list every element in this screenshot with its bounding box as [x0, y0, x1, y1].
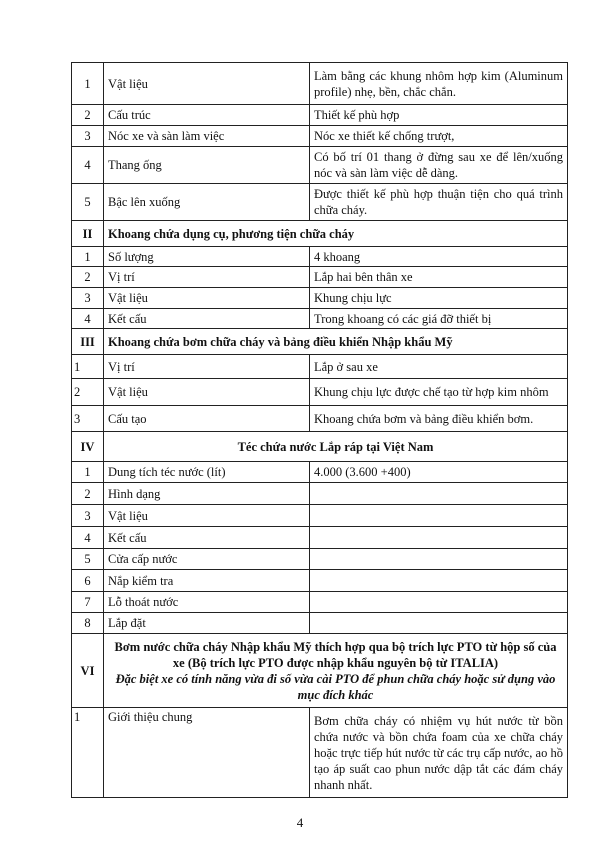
item-label: Lắp đặt: [104, 613, 310, 634]
item-label: Vật liệu: [104, 63, 310, 105]
item-label: Giới thiệu chung: [104, 708, 310, 798]
row-number: 3: [72, 126, 104, 147]
item-spec: Có bố trí 01 thang ở đừng sau xe để lên/xuống nóc và sàn làm việc dễ dàng.: [310, 147, 568, 184]
item-spec: [310, 527, 568, 549]
row-number: 1: [72, 462, 104, 483]
item-spec: [310, 483, 568, 505]
item-spec: Nóc xe thiết kế chống trượt,: [310, 126, 568, 147]
row-number: 3: [72, 288, 104, 309]
item-spec: 4.000 (3.600 +400): [310, 462, 568, 483]
row-number: 1: [72, 63, 104, 105]
table-row: [72, 63, 568, 105]
row-number: 3: [72, 505, 104, 527]
item-spec: [310, 570, 568, 592]
table-row: [72, 462, 568, 483]
table-row: [72, 267, 568, 288]
section-number: II: [72, 221, 104, 247]
row-number: 4: [72, 147, 104, 184]
row-number: 4: [72, 527, 104, 549]
section-header-row: [72, 432, 568, 462]
item-spec: Khung chịu lực được chế tạo từ hợp kim nhôm: [310, 379, 568, 406]
row-number: 5: [72, 184, 104, 221]
page-number: 4: [296, 815, 304, 830]
item-spec: [310, 613, 568, 634]
item-spec: 4 khoang: [310, 247, 568, 267]
spec-table: [71, 62, 568, 798]
item-label: Dung tích téc nước (lít): [104, 462, 310, 483]
table-row: [72, 527, 568, 549]
item-spec: Làm bằng các khung nhôm hợp kim (Aluminum profile) nhẹ, bền, chắc chắn.: [310, 63, 568, 105]
row-number: 2: [72, 105, 104, 126]
section-number: III: [72, 329, 104, 355]
item-label: Vị trí: [104, 355, 310, 379]
table-row: [72, 708, 568, 798]
table-row: [72, 613, 568, 634]
item-label: Số lượng: [104, 247, 310, 267]
item-spec: Được thiết kế phù hợp thuận tiện cho quá trình chữa cháy.: [310, 184, 568, 221]
table-row: [72, 147, 568, 184]
item-spec: [310, 592, 568, 613]
section-title: Khoang chứa dụng cụ, phương tiện chữa cháy: [104, 221, 568, 247]
row-number: 7: [72, 592, 104, 613]
item-spec: [310, 549, 568, 570]
item-label: Nắp kiểm tra: [104, 570, 310, 592]
item-spec: Trong khoang có các giá đỡ thiết bị: [310, 309, 568, 329]
item-label: Vật liệu: [104, 288, 310, 309]
table-row: [72, 592, 568, 613]
item-spec: Khung chịu lực: [310, 288, 568, 309]
item-label: Kết cấu: [104, 309, 310, 329]
section-subtitle: Đặc biệt xe có tính năng vừa đi số vừa cài PTO để phun chữa cháy hoặc sử dụng vào mục đích khác: [115, 671, 556, 702]
item-spec: [310, 505, 568, 527]
section-title: Khoang chứa bơm chữa cháy và bảng điều khiển Nhập khẩu Mỹ: [104, 329, 568, 355]
item-label: Cửa cấp nước: [104, 549, 310, 570]
table-row: [72, 505, 568, 527]
table-row: [72, 105, 568, 126]
row-number: 3: [72, 406, 104, 432]
item-label: Vật liệu: [104, 505, 310, 527]
item-label: Hình dạng: [104, 483, 310, 505]
row-number: 2: [72, 379, 104, 406]
item-label: Nóc xe và sàn làm việc: [104, 126, 310, 147]
table-row: [72, 126, 568, 147]
item-label: Vị trí: [104, 267, 310, 288]
row-number: 4: [72, 309, 104, 329]
table-row: [72, 309, 568, 329]
section-header-row: [72, 221, 568, 247]
row-number: 2: [72, 267, 104, 288]
table-row: [72, 379, 568, 406]
table-row: [72, 549, 568, 570]
item-spec: Khoang chứa bơm và bảng điều khiển bơm.: [310, 406, 568, 432]
item-spec: Lắp hai bên thân xe: [310, 267, 568, 288]
section-number: IV: [72, 432, 104, 462]
table-row: [72, 570, 568, 592]
row-number: 6: [72, 570, 104, 592]
section-title: Téc chứa nước Lắp ráp tại Việt Nam: [104, 432, 568, 462]
table-row: [72, 184, 568, 221]
row-number: 5: [72, 549, 104, 570]
item-spec: Thiết kế phù hợp: [310, 105, 568, 126]
table-row: [72, 483, 568, 505]
row-number: 2: [72, 483, 104, 505]
item-label: Vật liệu: [104, 379, 310, 406]
row-number: 8: [72, 613, 104, 634]
section-title: Bơm nước chữa cháy Nhập khẩu Mỹ thích hợp qua bộ trích lực PTO từ hộp số của xe (Bộ trích lực PTO được nhập khẩu nguyên bộ từ ITALIA): [114, 639, 557, 670]
section-header-row: [72, 634, 568, 708]
section-number: VI: [72, 634, 104, 708]
item-label: Kết cấu: [104, 527, 310, 549]
item-spec: Lắp ở sau xe: [310, 355, 568, 379]
table-row: [72, 355, 568, 379]
item-label: Cấu tạo: [104, 406, 310, 432]
table-row: [72, 247, 568, 267]
table-row: [72, 288, 568, 309]
item-label: Bậc lên xuống: [104, 184, 310, 221]
item-label: Lỗ thoát nước: [104, 592, 310, 613]
item-label: Thang ống: [104, 147, 310, 184]
table-row: [72, 406, 568, 432]
row-number: 1: [72, 355, 104, 379]
item-label: Cấu trúc: [104, 105, 310, 126]
section-header-row: [72, 329, 568, 355]
item-spec: Bơm chữa cháy có nhiệm vụ hút nước từ bồn chứa nước và bồn chứa foam của xe chữa cháy hoặc trực tiếp hút nước từ các trụ cấp nước, ao hồ tạo áp suất cao phun nước dập tắt các đám cháy nhanh nhất.: [310, 708, 568, 798]
row-number: 1: [72, 708, 104, 798]
row-number: 1: [72, 247, 104, 267]
section-title-cell: [104, 634, 568, 708]
